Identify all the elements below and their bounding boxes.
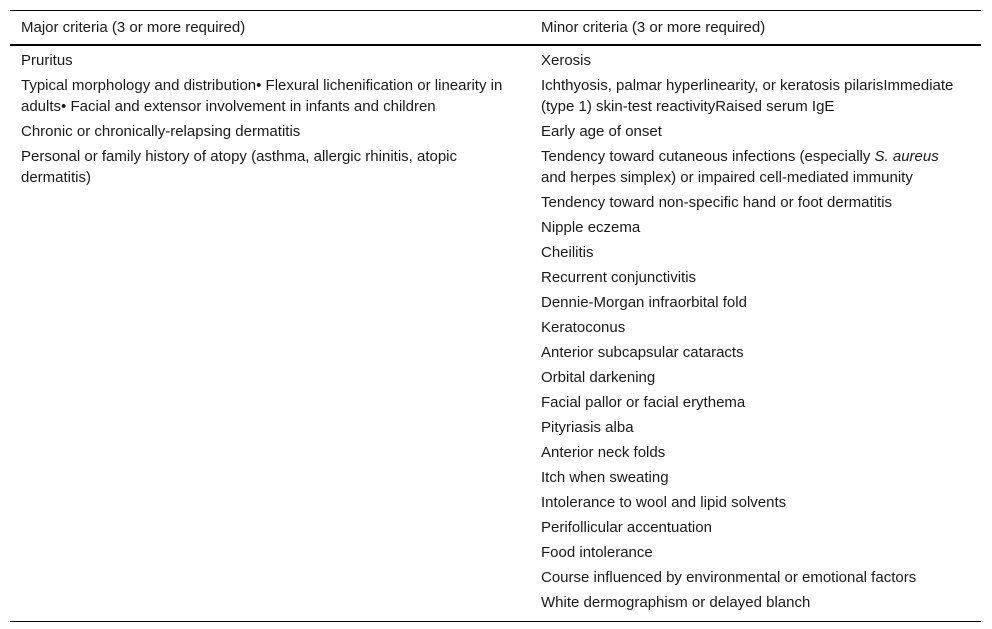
minor-criterion: Tendency toward non-specific hand or foot dermatitis <box>541 194 893 211</box>
minor-criterion: Keratoconus <box>541 319 626 336</box>
minor-criterion-italic: S. aureus <box>874 148 939 165</box>
minor-criterion: Facial pallor or facial erythema <box>541 394 746 411</box>
table-body <box>10 46 981 621</box>
minor-criterion: Intolerance to wool and lipid solvents <box>541 494 787 511</box>
minor-criterion: Perifollicular accentuation <box>541 519 712 536</box>
minor-criterion: Xerosis <box>541 52 592 69</box>
minor-criterion <box>530 145 981 189</box>
minor-criterion: Ichthyosis, palmar hyperlinearity, or keratosis pilarisImmediate (type 1) skin-test reactivityRaised serum IgE <box>541 77 954 115</box>
minor-criterion: Anterior neck folds <box>541 444 666 461</box>
minor-criterion-text-after: and herpes simplex) or impaired cell-mediated immunity <box>541 169 913 186</box>
minor-criterion: Course influenced by environmental or emotional factors <box>541 569 917 586</box>
minor-criterion: Itch when sweating <box>541 469 669 486</box>
minor-criterion: Pityriasis alba <box>541 419 634 436</box>
minor-criterion-text-before: Tendency toward cutaneous infections (especially <box>541 148 875 165</box>
minor-criteria-header: Minor criteria (3 or more required) <box>541 18 766 36</box>
minor-criterion: White dermographism or delayed blanch <box>541 594 811 611</box>
minor-criterion: Food intolerance <box>541 544 653 561</box>
major-criteria-header: Major criteria (3 or more required) <box>21 18 246 36</box>
minor-criterion: Nipple eczema <box>541 219 641 236</box>
criteria-table <box>10 10 981 622</box>
minor-criterion: Cheilitis <box>541 244 594 261</box>
major-criterion: Typical morphology and distribution• Flexural lichenification or linearity in adults• Facial and extensor involvement in infants and children <box>21 77 503 115</box>
minor-criteria-column <box>530 49 981 616</box>
minor-criterion: Early age of onset <box>541 123 662 140</box>
minor-criterion: Orbital darkening <box>541 369 656 386</box>
minor-criterion: Dennie-Morgan infraorbital fold <box>541 294 747 311</box>
major-criteria-column <box>10 49 530 616</box>
major-criterion: Chronic or chronically-relapsing dermatitis <box>21 123 301 140</box>
minor-criterion: Recurrent conjunctivitis <box>541 269 697 286</box>
major-criterion: Pruritus <box>21 52 73 69</box>
table-header-row <box>10 11 981 46</box>
minor-criterion: Anterior subcapsular cataracts <box>541 344 744 361</box>
major-criterion: Personal or family history of atopy (asthma, allergic rhinitis, atopic dermatitis) <box>21 148 458 186</box>
